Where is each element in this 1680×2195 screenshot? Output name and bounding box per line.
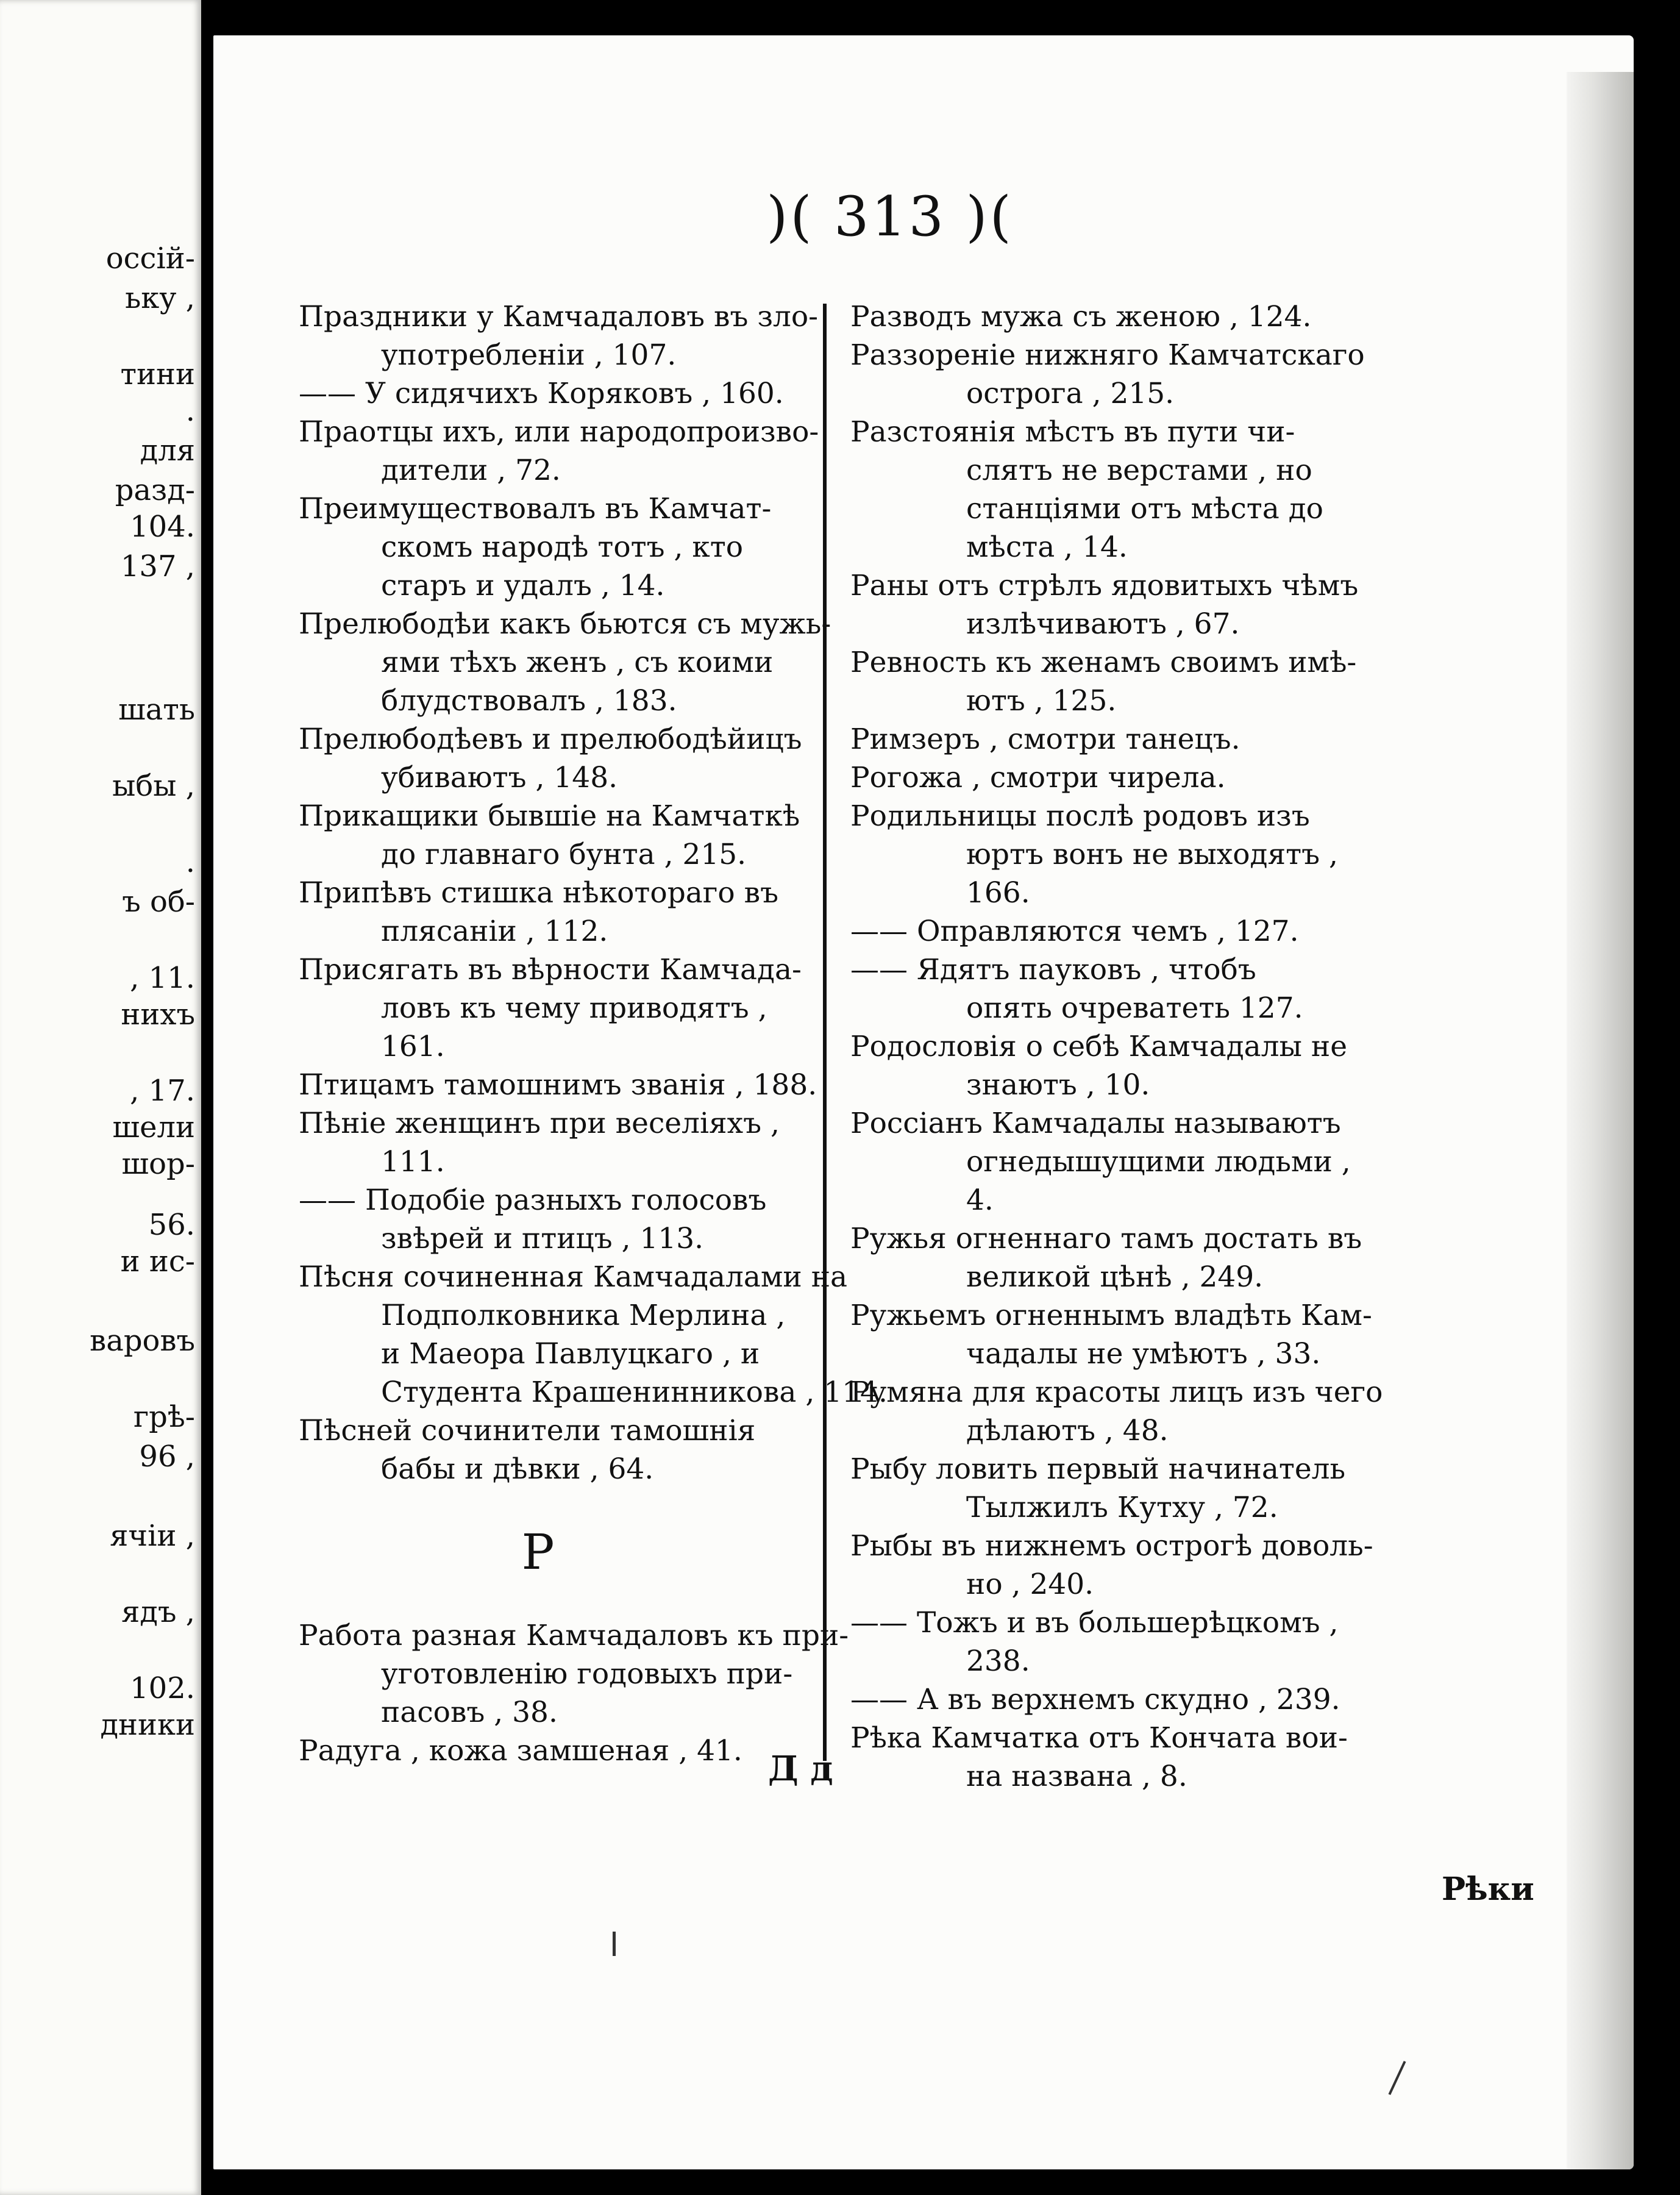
index-entry-continuation: пасовъ , 38. — [381, 1696, 558, 1729]
left-page-text-fragment: ядъ , — [121, 1595, 195, 1629]
left-page-text-fragment: . — [185, 845, 195, 879]
left-page-text-fragment: , 11. — [130, 961, 195, 995]
index-entry-continuation: плясаніи , 112. — [381, 915, 608, 948]
index-entry-headline: Преимуществовалъ въ Камчат- — [299, 492, 772, 526]
index-entry-continuation: излѣчиваютъ , 67. — [966, 607, 1240, 641]
index-entry-headline: —— Подобіе разныхъ голосовъ — [299, 1183, 767, 1217]
index-entry-headline: Рыбы въ нижнемъ острогѣ доволь- — [850, 1529, 1373, 1563]
index-entry-headline: Прикащики бывшіе на Камчаткѣ — [299, 799, 800, 833]
index-entry — [850, 413, 1570, 566]
index-entry-continuation: слятъ не верстами , но — [966, 454, 1312, 487]
section-letter: Р — [521, 1524, 555, 1580]
index-entry-headline: Ружьемъ огненнымъ владѣть Кам- — [850, 1299, 1372, 1332]
index-entry-headline: —— Тожъ и въ большерѣцкомъ , — [850, 1606, 1339, 1640]
index-entry-headline: Птицамъ тамошнимъ званія , 188. — [299, 1068, 817, 1102]
index-entry — [850, 1450, 1570, 1527]
index-entry-continuation: Подполковника Мерлина , — [381, 1299, 786, 1332]
index-entry-continuation: бабы и дѣвки , 64. — [381, 1452, 654, 1486]
index-entry — [850, 758, 1570, 797]
index-entry-headline: Раны отъ стрѣлъ ядовитыхъ чѣмъ — [850, 569, 1359, 602]
left-page-text-fragment: ыбы , — [112, 769, 195, 803]
index-entry — [850, 1604, 1570, 1680]
right-column — [850, 298, 1570, 1796]
book-gutter — [201, 0, 213, 2195]
index-entry-continuation: употребленіи , 107. — [381, 338, 677, 372]
index-entry — [850, 566, 1570, 643]
index-entry-headline: Рыбу ловить первый начинатель — [850, 1452, 1346, 1486]
index-entry-headline: Римзеръ , смотри танецъ. — [850, 723, 1240, 756]
index-entry — [850, 1296, 1570, 1373]
index-entry — [850, 298, 1570, 336]
index-entry-headline: Родильницы послѣ родовъ изъ — [850, 799, 1310, 833]
index-entry-headline: Россіанъ Камчадалы называютъ — [850, 1107, 1341, 1140]
index-entry-headline: —— Ядятъ пауковъ , чтобъ — [850, 953, 1256, 987]
index-entry-continuation: чадалы не умѣютъ , 33. — [966, 1337, 1321, 1371]
index-entry-continuation: дители , 72. — [381, 454, 561, 487]
left-page-text-fragment: и ис- — [120, 1244, 195, 1279]
index-entry-headline: Праздники у Камчадаловъ въ зло- — [299, 300, 818, 334]
index-entry — [850, 720, 1570, 758]
index-entry-continuation: 238. — [966, 1644, 1030, 1678]
index-entry-headline: Припѣвъ стишка нѣкотораго въ — [299, 876, 779, 910]
index-entry-continuation: опять очреватеть 127. — [966, 991, 1303, 1025]
index-entry — [850, 336, 1570, 413]
index-entry-continuation: мѣста , 14. — [966, 530, 1128, 564]
book-page — [213, 35, 1634, 2169]
index-entry-continuation: на названа , 8. — [966, 1760, 1187, 1793]
left-page-text-fragment: 96 , — [139, 1440, 195, 1474]
index-entry — [850, 1527, 1570, 1604]
left-page-text-fragment: тини — [120, 357, 195, 391]
index-entry-continuation: старъ и удалъ , 14. — [381, 569, 665, 602]
index-entry-headline: Ревность къ женамъ своимъ имѣ- — [850, 646, 1357, 679]
index-entry-headline: Праотцы ихъ, или народопроизво- — [299, 415, 819, 449]
index-entry-continuation: огнедышущими людьми , — [966, 1145, 1351, 1179]
left-page-text-fragment: , 17. — [130, 1074, 195, 1108]
index-entry-continuation: Тылжилъ Кутху , 72. — [966, 1491, 1278, 1524]
left-page-text-fragment: 104. — [130, 510, 195, 544]
index-entry-continuation: скомъ народѣ тотъ , кто — [381, 530, 744, 564]
index-entry-continuation: Студента Крашенинникова , 114. — [381, 1376, 888, 1409]
left-page-text-fragment: грѣ- — [133, 1400, 195, 1434]
index-entry — [850, 1027, 1570, 1104]
index-entry-continuation: 166. — [966, 876, 1030, 910]
page-edge-shadow — [1567, 72, 1634, 2169]
index-entry-continuation: станціями отъ мѣста до — [966, 492, 1323, 526]
left-page-text-fragment: дники — [100, 1708, 195, 1742]
index-entry — [850, 912, 1570, 951]
index-entry-headline: Ружья огненнаго тамъ достать въ — [850, 1222, 1362, 1255]
left-page-text-fragment: ячіи , — [110, 1519, 195, 1553]
index-entry — [850, 1373, 1570, 1450]
index-entry-headline: Родословія о себѣ Камчадалы не — [850, 1030, 1348, 1063]
left-page-text-fragment: 56. — [148, 1208, 195, 1242]
index-entry-headline: Разстоянія мѣстъ въ пути чи- — [850, 415, 1295, 449]
right-column-entries — [850, 298, 1570, 1796]
index-entry-continuation: убиваютъ , 148. — [381, 761, 618, 794]
index-entry-headline: Румяна для красоты лицъ изъ чего — [850, 1376, 1383, 1409]
signature-mark: Д д — [768, 1749, 833, 1789]
index-entry-headline: Пѣсня сочиненная Камчадалами на — [299, 1260, 848, 1294]
index-entry-continuation: ями тѣхъ женъ , съ коими — [381, 646, 774, 679]
index-entry-headline: Разводъ мужа съ женою , 124. — [850, 300, 1312, 334]
index-entry — [850, 797, 1570, 912]
page-number: )( 313 )( — [766, 185, 1014, 249]
index-entry-headline: Пѣніе женщинъ при веселіяхъ , — [299, 1107, 780, 1140]
left-page-text-fragment: для — [140, 434, 195, 468]
left-page-text-fragment: шели — [112, 1110, 195, 1144]
index-entry-headline: Рогожа , смотри чирела. — [850, 761, 1226, 794]
index-entry — [850, 1104, 1570, 1219]
catchword: Рѣки — [1442, 1871, 1534, 1908]
index-entry-continuation: острога , 215. — [966, 377, 1175, 410]
index-entry-headline: Раззореніе нижняго Камчатскаго — [850, 338, 1365, 372]
index-entry — [850, 951, 1570, 1027]
index-entry-continuation: великой цѣнѣ , 249. — [966, 1260, 1264, 1294]
index-entry-headline: Прелюбодѣевъ и прелюбодѣйицъ — [299, 723, 802, 756]
index-entry-continuation: 111. — [381, 1145, 445, 1179]
index-entry-continuation: 161. — [381, 1030, 445, 1063]
index-entry — [850, 1219, 1570, 1296]
left-page-text-fragment: шор- — [121, 1147, 195, 1181]
left-page-text-fragment: оссій- — [105, 241, 195, 276]
left-page-text-fragment: 102. — [130, 1671, 195, 1705]
left-page-fragment — [0, 0, 201, 2195]
left-page-text-fragment: ьку , — [125, 281, 195, 315]
index-entry-continuation: уготовленію годовыхъ при- — [381, 1657, 793, 1691]
index-entry-headline: —— Оправляются чемъ , 127. — [850, 915, 1299, 948]
index-entry-continuation: 4. — [966, 1183, 994, 1217]
index-entry-headline: Прелюбодѣи какъ бьются съ мужь- — [299, 607, 831, 641]
left-page-text-fragment: шать — [118, 693, 195, 727]
left-page-text-fragment: нихъ — [121, 998, 195, 1032]
left-page-text-fragment: разд- — [115, 473, 195, 507]
index-entry-continuation: и Маеора Павлуцкаго , и — [381, 1337, 760, 1371]
index-entry-headline: —— А въ верхнемъ скудно , 239. — [850, 1683, 1340, 1716]
index-entry — [850, 1719, 1570, 1796]
stray-ink-mark — [613, 1932, 616, 1956]
index-entry-continuation: юртъ вонъ не выходятъ , — [966, 838, 1338, 871]
index-entry-headline: Работа разная Камчадаловъ къ при- — [299, 1619, 849, 1652]
index-entry-headline: Радуга , кожа замшеная , 41. — [299, 1734, 742, 1768]
index-entry-continuation: ловъ къ чему приводятъ , — [381, 991, 767, 1025]
index-entry-headline: Пѣсней сочинители тамошнія — [299, 1414, 756, 1447]
left-page-text-fragment: ъ об- — [122, 885, 195, 919]
left-page-text-fragment: 137 , — [120, 549, 195, 584]
index-entry — [850, 643, 1570, 720]
index-entry-continuation: до главнаго бунта , 215. — [381, 838, 747, 871]
index-entry-continuation: ютъ , 125. — [966, 684, 1117, 718]
index-entry-headline: Рѣка Камчатка отъ Кончата вои- — [850, 1721, 1348, 1755]
index-entry — [850, 1680, 1570, 1719]
left-page-text-fragment: . — [185, 394, 195, 428]
index-entry-continuation: но , 240. — [966, 1568, 1094, 1601]
index-entry-continuation: звѣрей и птицъ , 113. — [381, 1222, 704, 1255]
index-entry-continuation: дѣлаютъ , 48. — [966, 1414, 1169, 1447]
index-entry-headline: Присягать въ вѣрности Камчада- — [299, 953, 802, 987]
stray-ink-mark — [1389, 2061, 1406, 2095]
index-entry-continuation: знаютъ , 10. — [966, 1068, 1150, 1102]
index-entry-continuation: блудствовалъ , 183. — [381, 684, 677, 718]
left-page-text-fragment: варовъ — [90, 1324, 195, 1358]
index-entry-headline: —— У сидячихъ Коряковъ , 160. — [299, 377, 784, 410]
